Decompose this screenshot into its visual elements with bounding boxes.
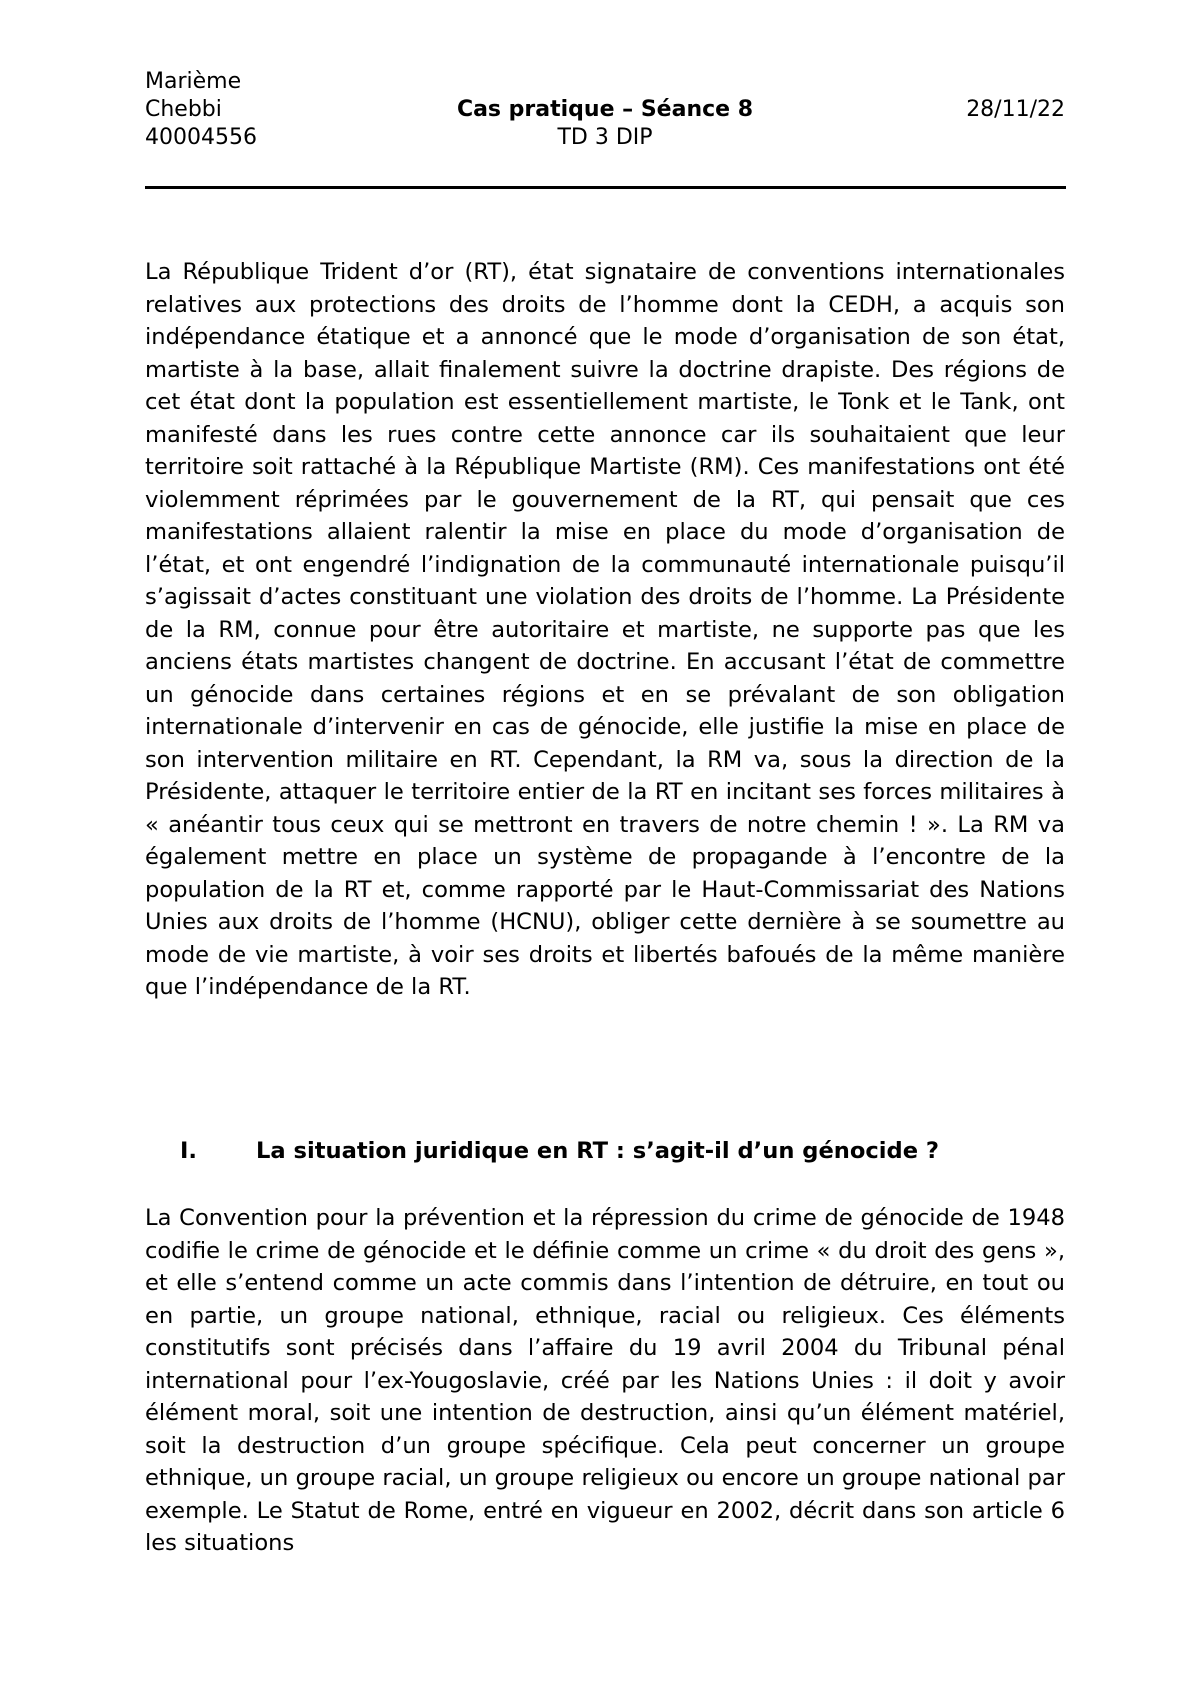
section-title: La situation juridique en RT : s’agit-il d’un génocide ? [256, 1138, 939, 1164]
author-first-name: Marième [145, 69, 242, 94]
intro-paragraph: La République Trident d’or (RT), état signataire de conventions internationales relatives aux protections des droits de l’homme dont la CEDH, a acquis son indépendance étatique et a annoncé que le mode d’organisation de son état, martiste à la base, allait finalement suivre la doctrine drapiste. Des régions de cet état dont la population est essentiellement martiste, le Tonk et le Tank, ont manifesté dans les rues contre cette annonce car ils souhaitaient que leur territoire soit rattaché à la République Martiste (RM). Ces manifestations ont été violemment réprimées par le gouvernement de la RT, qui pensait que ces manifestations allaient ralentir la mise en place du mode d’organisation de l’état, et ont engendré l’indignation de la communauté internationale puisqu’il s’agissait d’actes constituant une violation des droits de l’homme. La Présidente de la RM, connue pour être autoritaire et martiste, ne supporte pas que les anciens états martistes changent de doctrine. En accusant l’état de commettre un génocide dans certaines régions et en se prévalant de son obligation internationale d’intervenir en cas de génocide, elle justifie la mise en place de son intervention militaire en RT. Cependant, la RM va, sous la direction de la Présidente, attaquer le territoire entier de la RT en incitant ses forces militaires à « anéantir tous ceux qui se mettront en travers de notre chemin ! ». La RM va également mettre en place un système de propagande à l’encontre de la population de la RT et, comme rapporté par le Haut-Commissariat des Nations Unies aux droits de l’homme (HCNU), obliger cette dernière à se soumettre au mode de vie martiste, à voir ses droits et libertés bafoués de la même manière que l’indépendance de la RT. [145, 259, 1065, 1000]
student-id: 40004556 [145, 125, 257, 150]
header-divider [145, 186, 1066, 189]
document-subtitle: TD 3 DIP [557, 125, 653, 150]
page-header [145, 68, 1065, 160]
document-date: 28/11/22 [966, 97, 1065, 122]
author-last-name: Chebbi [145, 97, 222, 122]
title-block [145, 96, 1065, 152]
section-heading [180, 1135, 1065, 1167]
document-title: Cas pratique – Séance 8 [456, 97, 754, 122]
section-paragraph: La Convention pour la prévention et la répression du crime de génocide de 1948 codifie le crime de génocide et le définie comme un crime « du droit des gens », et elle s’entend comme un acte commis dans l’intention de détruire, en tout ou en partie, un groupe national, ethnique, racial ou religieux. Ces éléments constitutifs sont précisés dans l’affaire du 19 avril 2004 du Tribunal pénal international pour l’ex-Yougoslavie, créé par les Nations Unies : il doit y avoir élément moral, soit une intention de destruction, ainsi qu’un élément matériel, soit la destruction d’un groupe spécifique. Cela peut concerner un groupe ethnique, un groupe racial, un groupe religieux ou encore un groupe national par exemple. Le Statut de Rome, entré en vigueur en 2002, décrit dans son article 6 les situations [145, 1205, 1065, 1556]
section-number: I. [180, 1138, 197, 1164]
